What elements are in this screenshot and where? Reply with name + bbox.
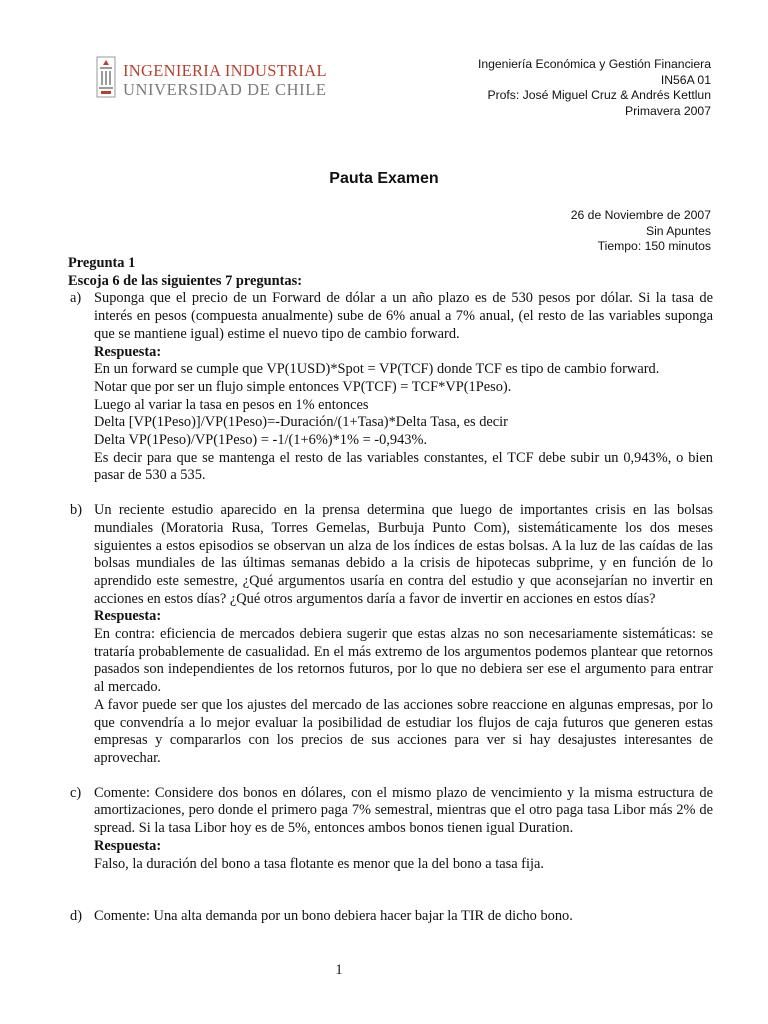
page-number: 1 xyxy=(335,962,343,978)
item-b-prompt: Un reciente estudio aparecido en la prensa determina que luego de importantes crisis en las bolsas mundiales (Moratoria Rusa, Torres Gemelas, Burbuja Punto Com), sistemáticamente los dos meses siguientes a estos episodios se observan un alza de los índices de estas bolsas. A la luz de las caídas de las bolsas mundiales de las últimas semanas debido a la crisis de hipotecas subprime, y en función de lo aprendido este semestre, ¿Qué argumentos usaría en contra del estudio y que aconsejarían no invertir en acciones en estos días? ¿Qué otros argumentos daría a favor de invertir en acciones en estos días? xyxy=(94,502,713,607)
item-a-mark: a) xyxy=(70,290,82,307)
item-b xyxy=(68,502,713,768)
professors: Profs: José Miguel Cruz & Andrés Kettlun xyxy=(487,88,711,103)
item-a-answer-line: Notar que por ser un flujo simple entonces VP(TCF) = TCF*VP(1Peso). xyxy=(94,378,512,395)
item-d xyxy=(68,908,713,926)
item-b-answer-line: A favor puede ser que los ajustes del mercado de las acciones sobre reaccione en algunas empresas, por lo que convendría a lo mejor evaluar la posibilidad de estudiar los flujos de caja futuros que generen estas empresas y compararlos con los precios de sus acciones para ver si hay desajustes interesantes de aprovechar. xyxy=(94,696,713,766)
exam-notes: Sin Apuntes xyxy=(645,223,711,238)
logo-line-2: UNIVERSIDAD DE CHILE xyxy=(123,80,327,99)
item-c-prompt: Comente: Considere dos bonos en dólares, con el mismo plazo de vencimiento y la misma estructura de amortizaciones, pero donde el primero paga 7% semestral, mientras que el otro paga tasa Libor más 2% de spread. Si la tasa Libor hoy es de 5%, entonces ambos bonos tienen igual Duration. xyxy=(94,784,713,837)
item-a-answer-line: En un forward se cumple que VP(1USD)*Spot = VP(TCF) donde TCF es tipo de cambio forward. xyxy=(94,361,660,378)
exam-time: Tiempo: 150 minutos xyxy=(597,239,711,253)
exam-date: 26 de Noviembre de 2007 xyxy=(570,208,711,222)
exam-meta xyxy=(571,208,711,255)
item-c xyxy=(68,785,713,874)
item-d-prompt: Comente: Una alta demanda por un bono debiera hacer bajar la TIR de dicho bono. xyxy=(94,908,573,925)
university-seal-icon xyxy=(96,56,116,98)
exam-content xyxy=(68,255,713,926)
question-instruction: Escoja 6 de las siguientes 7 preguntas: xyxy=(68,272,302,289)
course-name: Ingeniería Económica y Gestión Financiera xyxy=(477,57,711,71)
term: Primavera 2007 xyxy=(624,104,711,119)
item-a-answer-line: Es decir para que se mantenga el resto de las variables constantes, el TCF debe subir un 0,943%, o bien pasar de 530 a 535. xyxy=(94,449,713,484)
item-a-answer-line: Delta VP(1Peso)/VP(1Peso) = -1/(1+6%)*1% = -0,943%. xyxy=(94,432,428,449)
logo-line-1: INGENIERIA INDUSTRIAL xyxy=(123,61,327,80)
item-c-mark: c) xyxy=(70,784,82,801)
item-c-answer-label: Respuesta: xyxy=(94,837,162,854)
item-a-answer-line: Luego al variar la tasa en pesos en 1% entonces xyxy=(94,396,369,413)
item-d-mark: d) xyxy=(70,908,82,925)
university-logo xyxy=(96,56,327,102)
page-title: Pauta Examen xyxy=(329,170,439,187)
item-b-answer-line: En contra: eficiencia de mercados debiera sugerir que estas alzas no son necesariamente sistemáticas: se trataría probablemente de casualidad. En el más extremo de los argumentos podemos plantear que retornos pasados son independientes de los retornos futuros, por lo que no debiera ser ese el argumento para entrar al mercado. xyxy=(94,626,713,696)
course-code: IN56A 01 xyxy=(660,72,711,87)
question-heading: Pregunta 1 xyxy=(68,255,136,271)
item-c-answer-line: Falso, la duración del bono a tasa flotante es menor que la del bono a tasa fija. xyxy=(94,855,544,872)
item-a-answer-label: Respuesta: xyxy=(94,343,162,360)
item-b-answer-label: Respuesta: xyxy=(94,608,162,625)
course-header xyxy=(478,57,711,120)
item-a xyxy=(68,290,713,485)
item-a-prompt: Suponga que el precio de un Forward de dólar a un año plazo es de 530 pesos por dólar. Si la tasa de interés en pesos (compuesta anualmente) sube de 6% anual a 7% anual, (el resto de las variables suponga que se mantiene igual) estime el nuevo tipo de cambio forward. xyxy=(94,290,713,342)
item-b-mark: b) xyxy=(70,502,82,519)
item-a-answer-line: Delta [VP(1Peso)]/VP(1Peso)=-Duración/(1+Tasa)*Delta Tasa, es decir xyxy=(94,414,508,431)
